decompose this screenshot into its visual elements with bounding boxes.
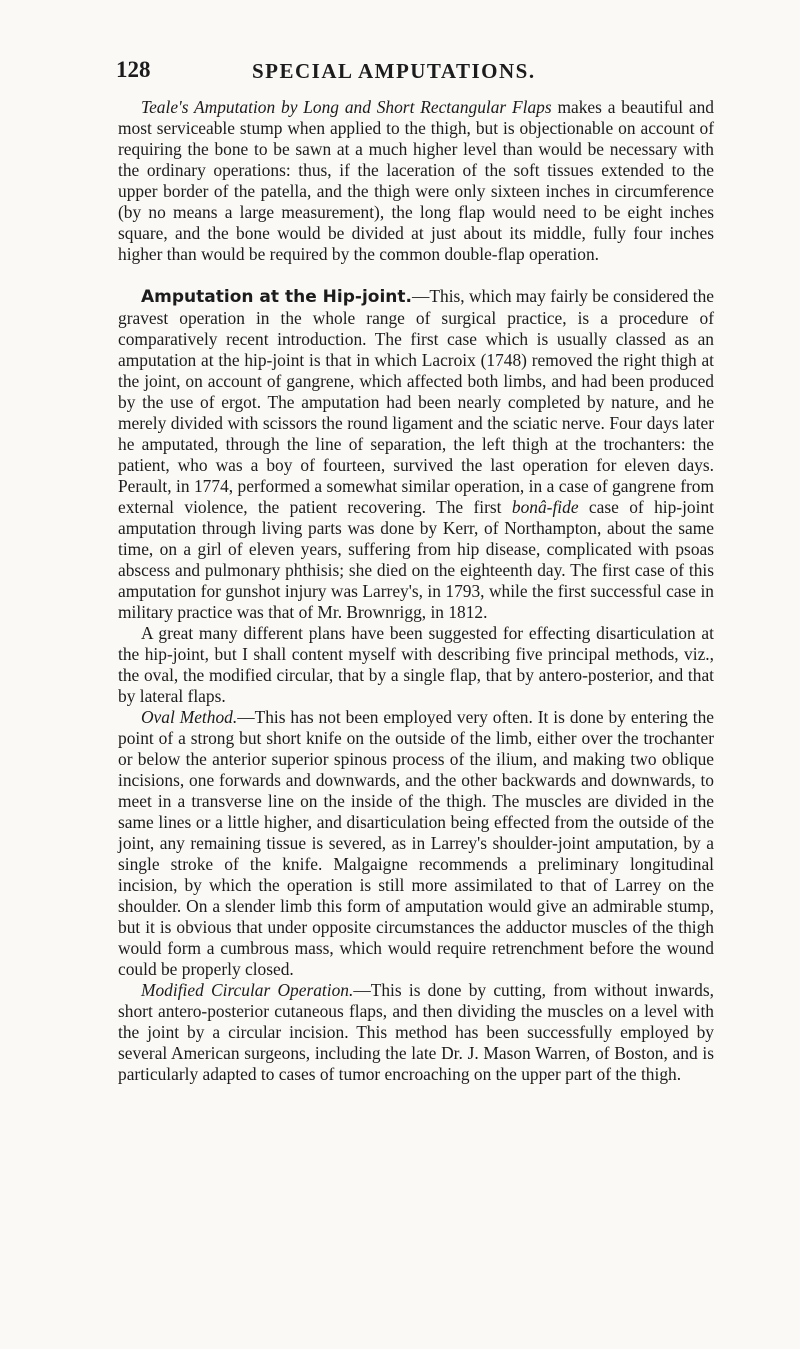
oval-text: —This has not been employed very often. It is done by entering the point of a strong but short knife on the outside of the limb, either over the trochanter or below the anterior superior spinous process of the ilium, and making two oblique incisions, one forwards and downwards, and the other backwards and downwards, to meet in a transverse line on the inside of the thigh. The muscles are divided in the same lines or a little higher, and disarticulation being effected from the outside of the joint, any remaining tissue is severed, as in Larrey's shoulder-joint amputation, by a single stroke of the knife. Malgaigne recommends a preliminary longitudinal incision, by which the operation is still more assimilated to that of Larrey on the shoulder. On a slender limb this form of amputation would give an admirable stump, but it is obvious that under opposite circumstances the adductor muscles of the thigh would form a cumbrous mass, which would require retrenchment before the wound could be properly closed. <box>118 707 714 979</box>
teale-text: makes a beautiful and most serviceable stump when applied to the thigh, but is objectionable on account of requiring the bone to be sawn at a much higher level than would be necessary with the ordinary operations: thus, if the laceration of the soft tissues extended to the upper border of the patella, and the thigh were only sixteen inches in circumference (by no means a large measurement), the long flap would need to be eight inches square, and the bone would be divided at just about its middle, fully four inches higher than would be required by the common double-flap operation. <box>118 97 714 264</box>
circular-text: —This is done by cutting, from without inwards, short antero-posterior cutaneous flaps, and then dividing the muscles on a level with the joint by a circular incision. This method has been successfully employed by several American surgeons, including the late Dr. J. Mason Warren, of Boston, and is particularly adapted to cases of tumor encroaching on the upper part of the thigh. <box>118 980 714 1084</box>
paragraph-teale <box>118 97 714 265</box>
running-title: SPECIAL AMPUTATIONS. <box>252 59 536 83</box>
paragraph-methods: A great many different plans have been suggested for effecting disarticulation at the hip-joint, but I shall content myself with describing five principal methods, viz., the oval, the modified circular, that by a single flap, that by antero-posterior, and that by lateral flaps. <box>118 623 714 706</box>
hip-text-b: case of hip-joint amputation through living parts was done by Kerr, of Northampton, about the same time, on a girl of eleven years, suffering from hip disease, complicated with psoas abscess and pulmonary phthisis; she died on the eighteenth day. The first case of this amputation for gunshot injury was Larrey's, in 1793, while the first successful case in military practice was that of Mr. Brownrigg, in 1812. <box>118 497 714 622</box>
body-text <box>118 97 714 1085</box>
page-header <box>116 57 716 91</box>
oval-title: Oval Method. <box>141 707 238 727</box>
bona-fide-term: bonâ-fide <box>511 497 579 517</box>
teale-title: Teale's Amputation by Long and Short Rectangular Flaps <box>141 97 552 117</box>
paragraph-oval-method <box>118 707 714 980</box>
paragraph-hip-joint <box>118 286 714 623</box>
section-heading: Amputation at the Hip-joint. <box>141 287 412 307</box>
page-number: 128 <box>116 57 151 82</box>
paragraph-modified-circular <box>118 980 714 1085</box>
circular-title: Modified Circular Operation. <box>141 980 354 1000</box>
hip-text-a: —This, which may fairly be considered the gravest operation in the whole range of surgical practice, is a procedure of comparatively recent introduction. The first case which is usually classed as an amputation at the hip-joint is that in which Lacroix (1748) removed the right thigh at the joint, on account of gangrene, which affected both limbs, and had been produced by the use of ergot. The amputation had been nearly completed by nature, and he merely divided with scissors the round ligament and the sciatic nerve. Four days later he amputated, through the line of separation, the left thigh at the trochanters: the patient, who was a boy of fourteen, survived the last operation for eleven days. Perault, in 1774, performed a somewhat similar operation, in a case of gangrene from external violence, the patient recovering. The first <box>118 286 714 517</box>
